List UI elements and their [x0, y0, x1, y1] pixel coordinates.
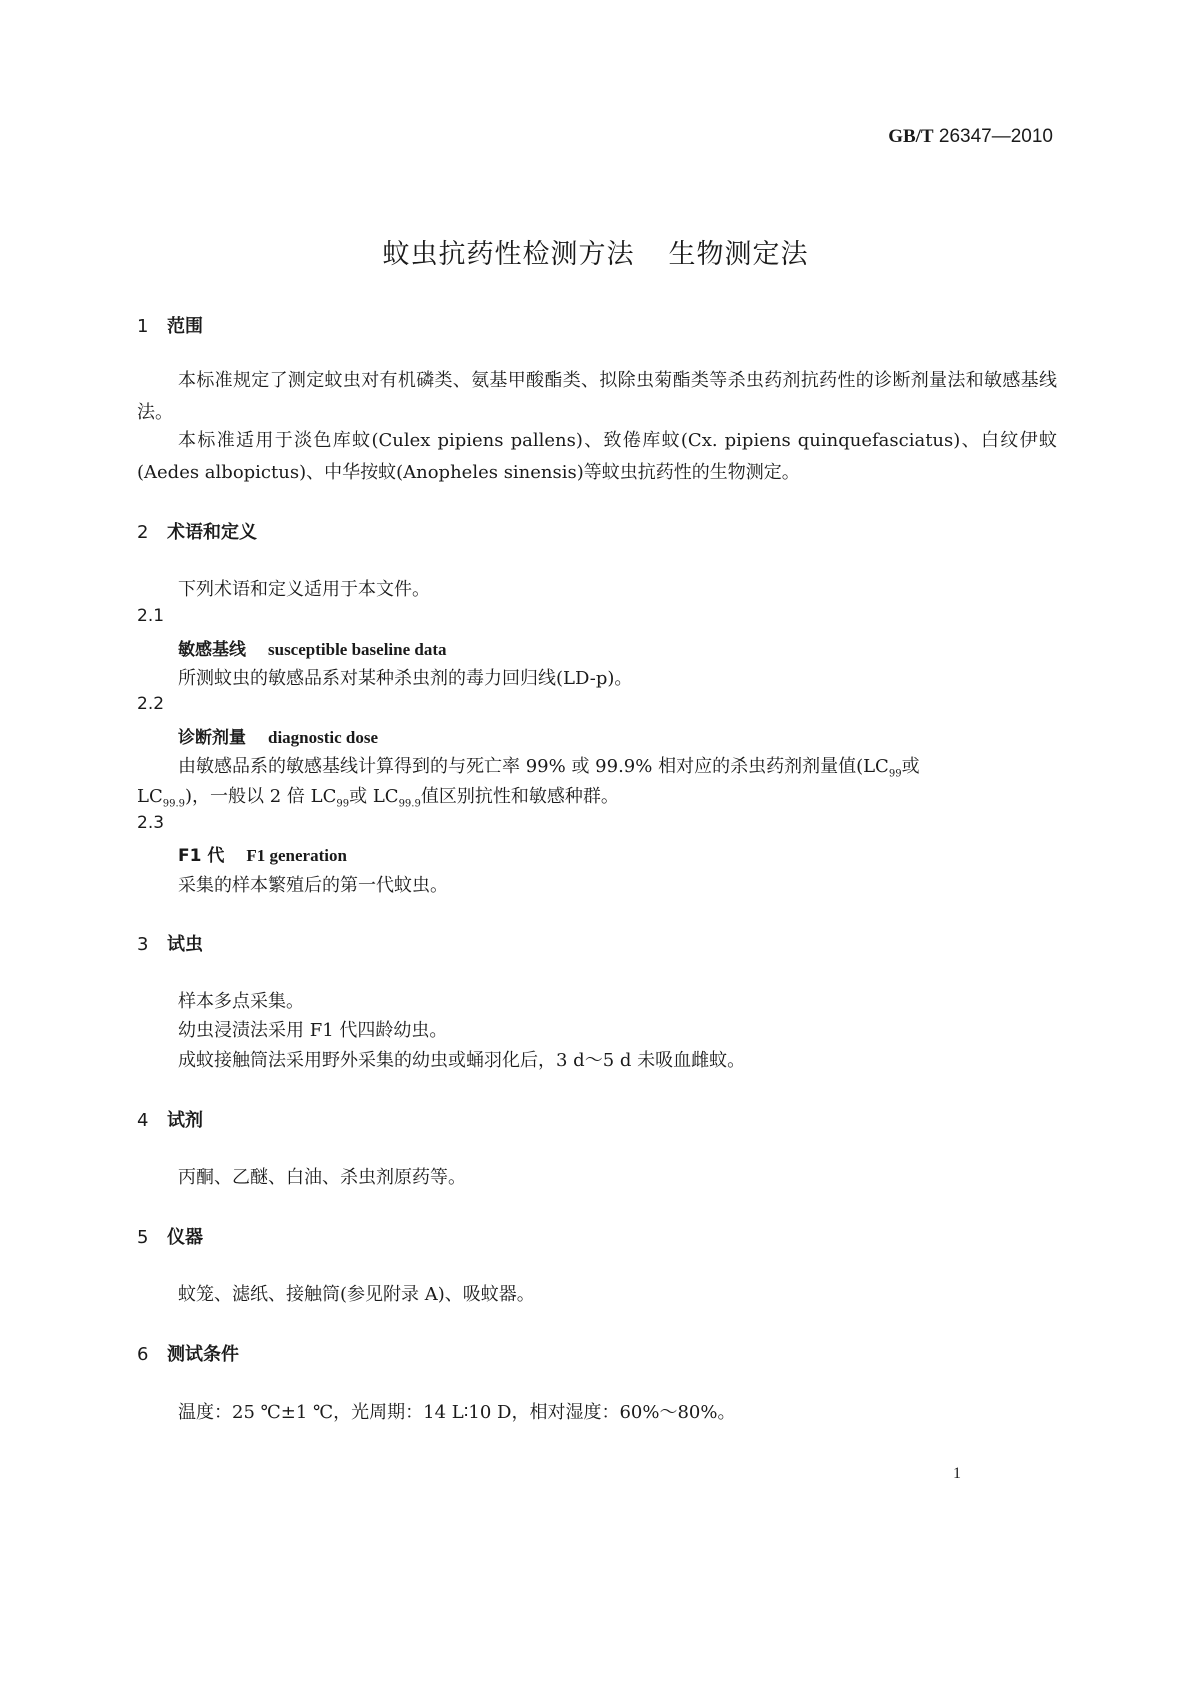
- standard-prefix: GB/T: [888, 126, 934, 147]
- term-2-3-number: 2.3: [137, 813, 165, 833]
- section-2-heading: 2 术语和定义: [137, 522, 257, 543]
- document-title: [0, 232, 1191, 271]
- section-6-line-1: 温度：25 ℃±1 ℃，光周期：14 L∶10 D，相对湿度：60%～80%。: [178, 1402, 736, 1423]
- title-part1: 蚊虫抗药性检测方法: [382, 239, 635, 270]
- standard-code: [888, 126, 1053, 148]
- term-2-3-definition: 采集的样本繁殖后的第一代蚊虫。: [178, 875, 448, 896]
- section-1-heading: 1 范围: [137, 316, 203, 337]
- term-2-2: 诊断剂量 diagnostic dose: [178, 728, 379, 748]
- term-2-1-definition: 所测蚊虫的敏感品系对某种杀虫剂的毒力回归线(LD-p)。: [178, 668, 633, 689]
- term-2-2-definition-line-1: 由敏感品系的敏感基线计算得到的与死亡率 99% 或 99.9% 相对应的杀虫药剂剂量值($LC_{99}$或: [178, 756, 920, 780]
- term-2-3: F1 代 F1 generation: [178, 846, 347, 866]
- section-3-line-1: 样本多点采集。: [178, 991, 304, 1012]
- term-2-2-number: 2.2: [137, 694, 165, 714]
- section-5-line-1: 蚊笼、滤纸、接触筒(参见附录 A)、吸蚊器。: [178, 1284, 535, 1305]
- term-2-1-number: 2.1: [137, 606, 165, 626]
- section-3-line-3: 成蚊接触筒法采用野外采集的幼虫或蛹羽化后，3 d～5 d 未吸血雌蚊。: [178, 1050, 746, 1071]
- term-2-2-definition-line-2: $LC_{99.9}$)，一般以 2 倍 $LC_{99}$或 $LC_{99.9}$值区别抗性和敏感种群。: [137, 786, 619, 810]
- section-3-line-2: 幼虫浸渍法采用 F1 代四龄幼虫。: [178, 1020, 448, 1041]
- section-4-line-1: 丙酮、乙醚、白油、杀虫剂原药等。: [178, 1167, 466, 1188]
- section-1-paragraph-2: 本标准适用于淡色库蚊(Culex pipiens pallens)、致倦库蚊(Cx. pipiens quinquefasciatus)、白纹伊蚊(Aedes albopictus)、中华按蚊(Anopheles sinensis)等蚊虫抗药性的生物测定。: [137, 430, 1057, 483]
- page-number: 1: [953, 1465, 961, 1482]
- section-3-heading: 3 试虫: [137, 934, 203, 955]
- section-4-heading: 4 试剂: [137, 1110, 203, 1131]
- section-1-paragraph-1: 本标准规定了测定蚊虫对有机磷类、氨基甲酸酯类、拟除虫菊酯类等杀虫药剂抗药性的诊断剂量法和敏感基线法。: [137, 370, 1057, 423]
- section-5-heading: 5 仪器: [137, 1227, 203, 1248]
- section-6-heading: 6 测试条件: [137, 1344, 239, 1365]
- section-2-intro: 下列术语和定义适用于本文件。: [178, 579, 430, 600]
- standard-number: 26347—2010: [938, 126, 1053, 147]
- term-2-1: 敏感基线 susceptible baseline data: [178, 640, 447, 660]
- title-part2: 生物测定法: [668, 239, 809, 270]
